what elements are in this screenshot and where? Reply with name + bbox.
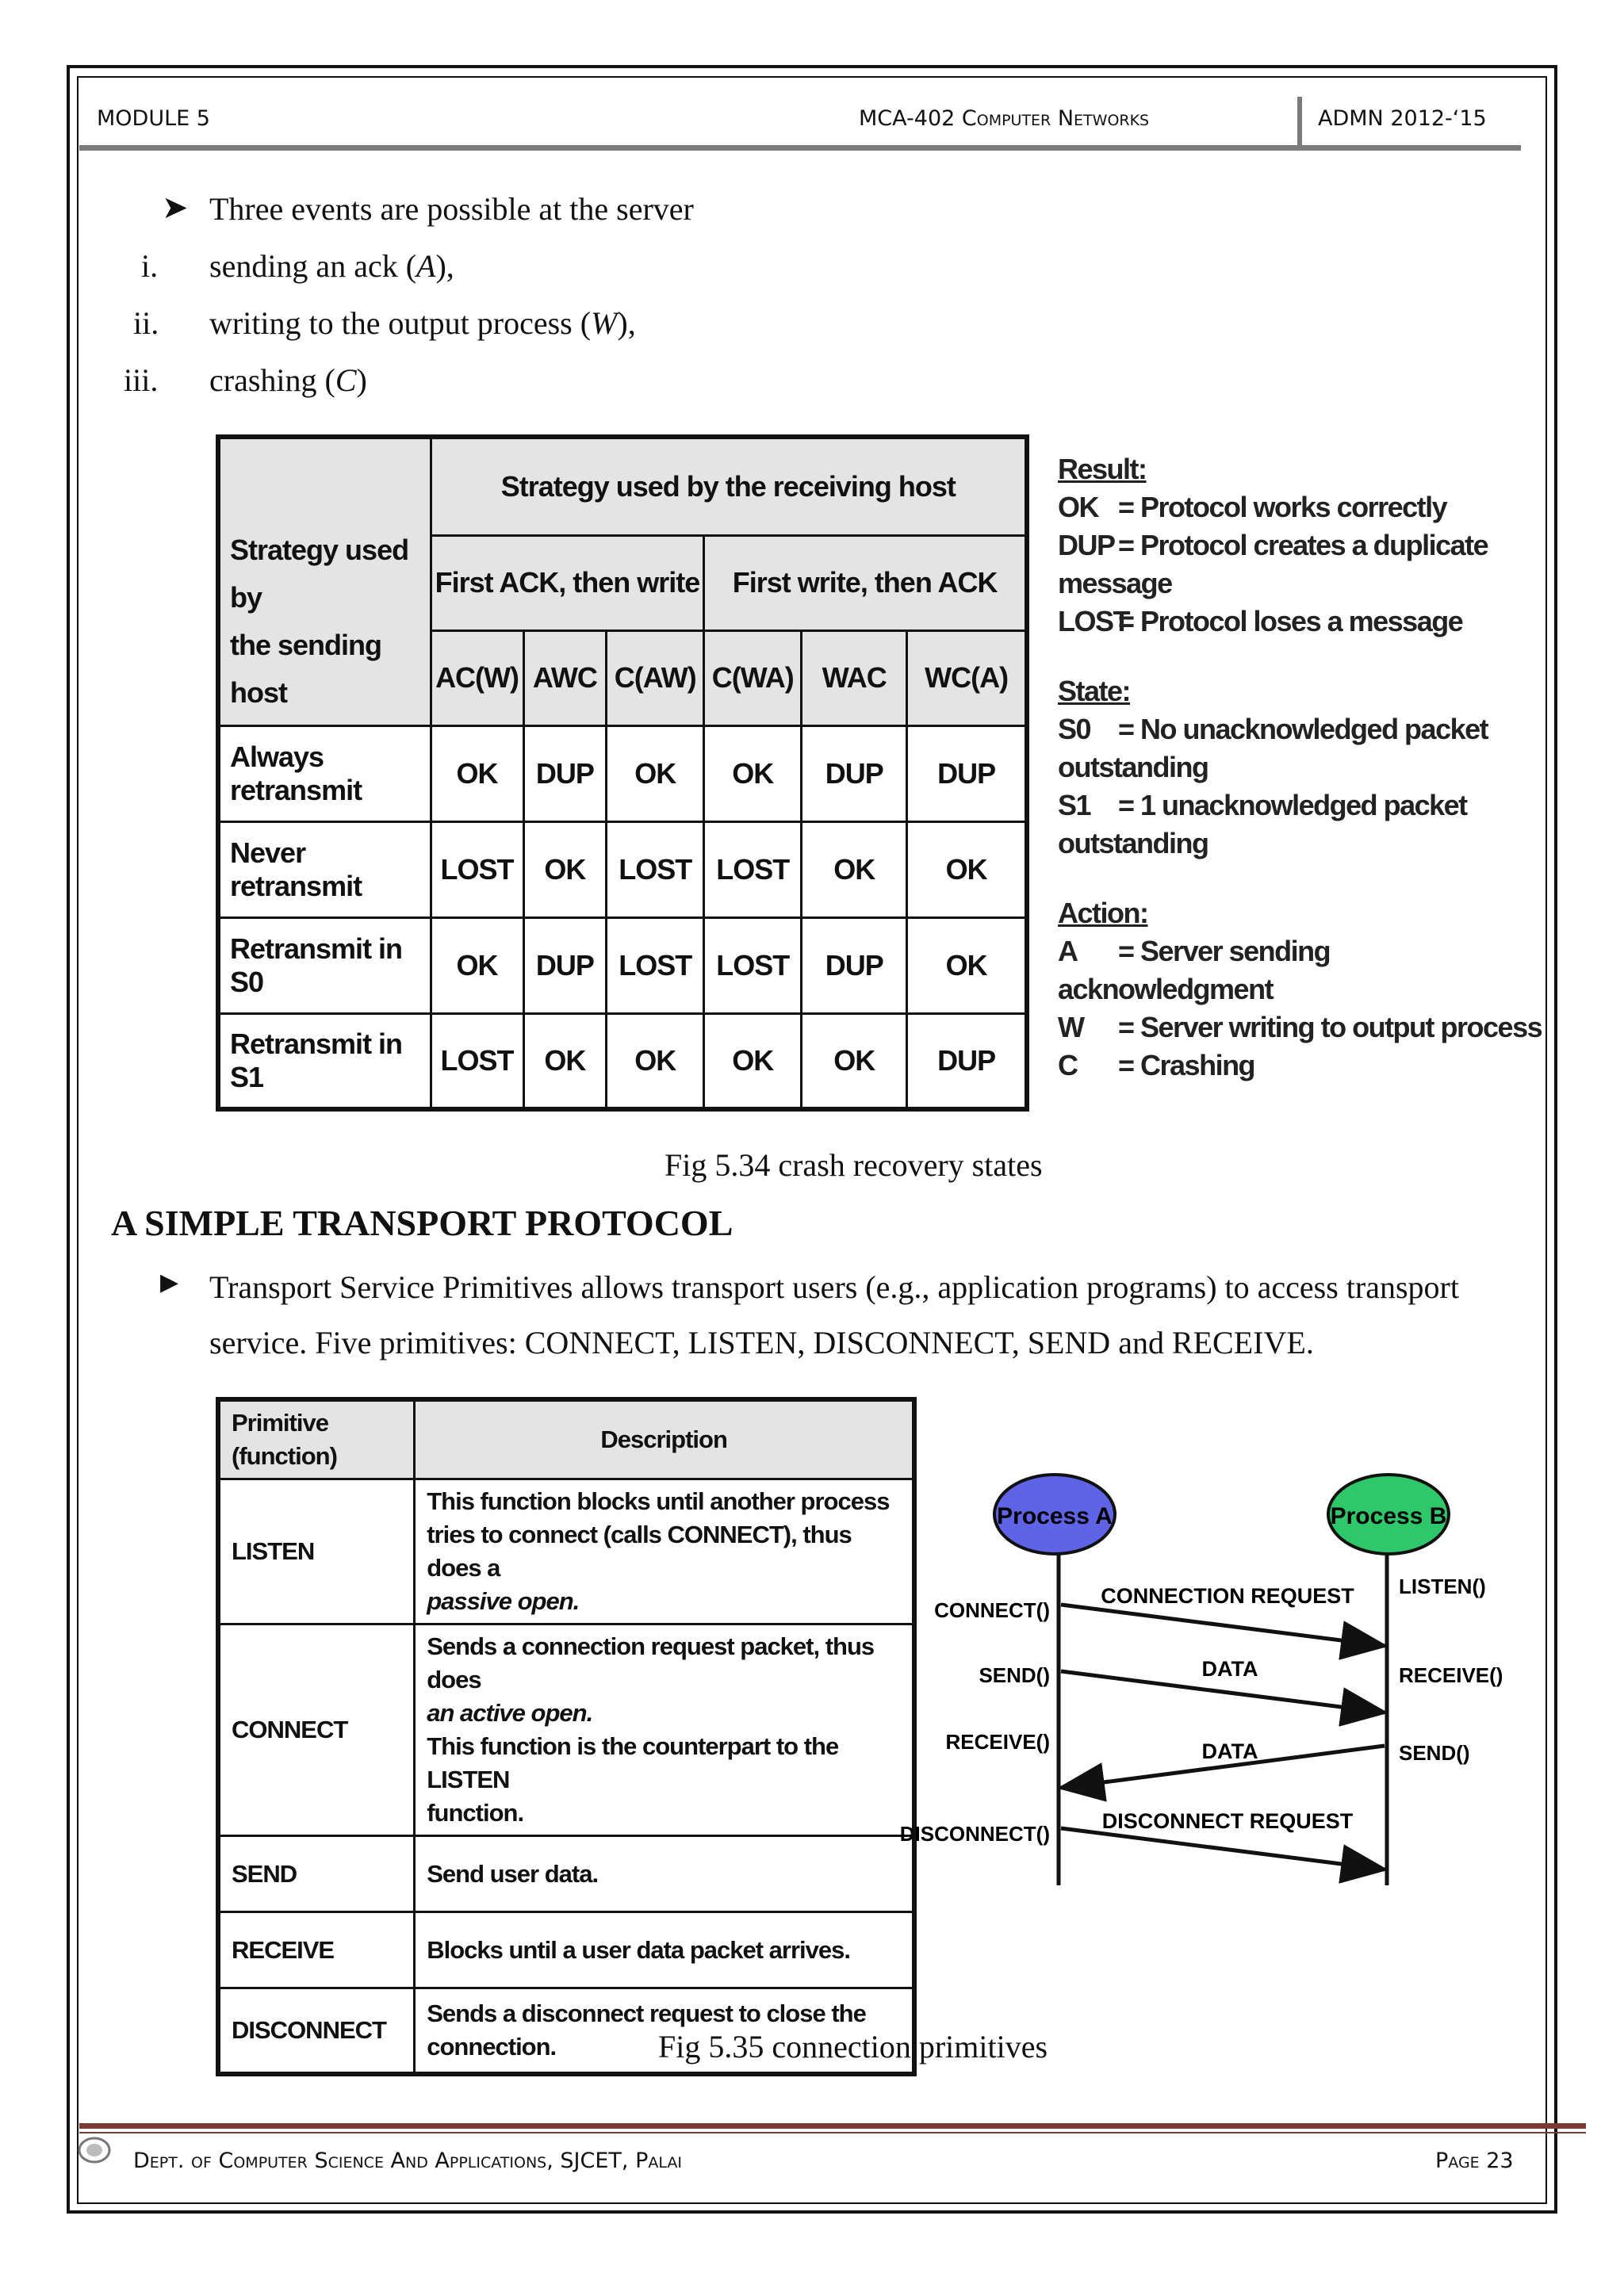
section-paragraph-line2: service. Five primitives: CONNECT, LISTEN, DISCONNECT, SEND and RECEIVE.	[209, 1325, 1314, 1360]
table-cell: OK	[704, 725, 802, 821]
table-cell: OK	[907, 917, 1027, 1013]
primitive-name: LISTEN	[218, 1479, 415, 1624]
table-row	[218, 1836, 914, 1912]
primitive-description: Sends a connection request packet, thus does an active open. This function is the counterpart to the LISTEN function.	[415, 1624, 914, 1836]
process-a-label: Process A	[997, 1503, 1113, 1529]
list-num: iii.	[124, 362, 159, 398]
table-row	[218, 1479, 914, 1624]
legend-entry: S0 = No unacknowledged packet outstanding	[1058, 713, 1488, 783]
primitives-table	[216, 1397, 917, 2076]
connection-sequence-diagram	[899, 1459, 1519, 1903]
header-rule	[79, 145, 1521, 151]
footer-page-number: Page 23	[1435, 2149, 1514, 2173]
disconnect-request-arrow	[1061, 1828, 1385, 1869]
crash-legend	[1058, 450, 1549, 1085]
message-label: DATA	[1201, 1739, 1258, 1763]
header-course: MCA-402 Computer Networks	[859, 106, 1150, 131]
table-row	[218, 1912, 914, 1988]
process-b-label: Process B	[1330, 1503, 1447, 1529]
section-title: A SIMPLE TRANSPORT PROTOCOL	[111, 1203, 733, 1243]
column-header: WC(A)	[907, 630, 1027, 725]
table-row	[218, 1013, 1027, 1109]
left-call-label: RECEIVE()	[945, 1730, 1050, 1754]
list-num: i.	[141, 248, 159, 284]
table-cell: DUP	[523, 917, 607, 1013]
description-column-header: Description	[415, 1399, 914, 1479]
legend-entry: S1 = 1 unacknowledged packet outstanding	[1058, 789, 1467, 859]
legend-entry: LOST= Protocol loses a message	[1058, 605, 1463, 637]
left-call-label: SEND()	[979, 1663, 1050, 1687]
table-row	[218, 1624, 914, 1836]
header-separator	[1297, 97, 1302, 149]
figure-caption: Fig 5.34 crash recovery states	[665, 1147, 1043, 1183]
left-call-label: DISCONNECT()	[899, 1822, 1050, 1846]
primitive-description: Blocks until a user data packet arrives.	[415, 1912, 914, 1988]
section-paragraph-line1: Transport Service Primitives allows transport users (e.g., application programs) to access transport	[209, 1269, 1459, 1305]
table-cell: OK	[431, 917, 523, 1013]
right-call-label: SEND()	[1399, 1741, 1470, 1765]
footer-rule	[79, 2123, 1586, 2129]
table-row	[218, 821, 1027, 917]
table-cell: LOST	[607, 821, 704, 917]
column-header: C(AW)	[607, 630, 704, 725]
left-call-label: CONNECT()	[934, 1598, 1050, 1622]
arrow-bullet-icon: ➤	[162, 189, 189, 225]
legend-result-title: Result:	[1058, 453, 1147, 485]
row-header-cell: Strategy used by the sending host	[218, 437, 431, 725]
row-label: Retransmit in S1	[218, 1013, 431, 1109]
legend-state-title: State:	[1058, 675, 1131, 707]
college-logo-icon	[76, 2136, 113, 2164]
table-cell: DUP	[802, 725, 907, 821]
message-label: DISCONNECT REQUEST	[1101, 1809, 1354, 1833]
connection-request-arrow	[1061, 1605, 1385, 1646]
legend-entry: DUP = Protocol creates a duplicate message	[1058, 529, 1488, 599]
row-label: Retransmit in S0	[218, 917, 431, 1013]
primitive-description: Sends a disconnect request to close the connection.	[415, 1988, 914, 2074]
legend-entry: A = Server sending acknowledgment	[1058, 935, 1331, 1005]
list-item: writing to the output process (W),	[209, 305, 636, 341]
table-cell: OK	[704, 1013, 802, 1109]
primitive-name: DISCONNECT	[218, 1988, 415, 2074]
triangle-bullet-icon: ▶	[160, 1269, 179, 1295]
primitive-name: CONNECT	[218, 1624, 415, 1836]
table-cell: LOST	[704, 917, 802, 1013]
table-cell: DUP	[523, 725, 607, 821]
legend-entry: W = Server writing to output process	[1058, 1011, 1542, 1043]
intro-bullet: Three events are possible at the server	[209, 191, 694, 227]
list-item: crashing (C)	[209, 362, 367, 398]
primitive-name: SEND	[218, 1836, 415, 1912]
group-header: First write, then ACK	[704, 535, 1027, 630]
table-cell: OK	[802, 821, 907, 917]
right-call-label: LISTEN()	[1399, 1575, 1486, 1598]
table-row	[218, 917, 1027, 1013]
legend-entry: OK = Protocol works correctly	[1058, 491, 1447, 523]
table-cell: OK	[607, 1013, 704, 1109]
table-cell: OK	[523, 1013, 607, 1109]
column-header: WAC	[802, 630, 907, 725]
message-label: DATA	[1201, 1657, 1258, 1681]
table-cell: OK	[802, 1013, 907, 1109]
header-admn: ADMN 2012-‘15	[1318, 106, 1487, 131]
column-header: AWC	[523, 630, 607, 725]
list-num: ii.	[133, 305, 159, 341]
right-call-label: RECEIVE()	[1399, 1663, 1503, 1687]
primitive-description: This function blocks until another process tries to connect (calls CONNECT), thus does a passive open.	[415, 1479, 914, 1624]
header-module: MODULE 5	[97, 106, 210, 131]
primitive-column-header: Primitive (function)	[218, 1399, 415, 1479]
table-cell: OK	[907, 821, 1027, 917]
table-cell: LOST	[431, 1013, 523, 1109]
table-cell: DUP	[907, 1013, 1027, 1109]
group-header: First ACK, then write	[431, 535, 704, 630]
primitive-description: Send user data.	[415, 1836, 914, 1912]
table-row	[218, 725, 1027, 821]
primitive-name: RECEIVE	[218, 1912, 415, 1988]
table-cell: OK	[431, 725, 523, 821]
table-cell: OK	[523, 821, 607, 917]
crash-recovery-table	[216, 434, 1029, 1112]
footer-department: Dept. of Computer Science And Applications, SJCET, Palai	[133, 2149, 682, 2173]
table-cell: LOST	[607, 917, 704, 1013]
table-cell: LOST	[431, 821, 523, 917]
column-header: AC(W)	[431, 630, 523, 725]
column-header: C(WA)	[704, 630, 802, 725]
row-label: Always retransmit	[218, 725, 431, 821]
list-item: sending an ack (A),	[209, 248, 454, 284]
table-cell: OK	[607, 725, 704, 821]
receiving-host-header: Strategy used by the receiving host	[431, 437, 1027, 535]
table-cell: LOST	[704, 821, 802, 917]
table-cell: DUP	[907, 725, 1027, 821]
figure-caption: Fig 5.35 connection primitives	[658, 2029, 1048, 2064]
footer-rule-thin	[79, 2132, 1586, 2133]
message-label: CONNECTION REQUEST	[1101, 1584, 1354, 1608]
legend-entry: C = Crashing	[1058, 1049, 1255, 1081]
row-label: Never retransmit	[218, 821, 431, 917]
table-cell: DUP	[802, 917, 907, 1013]
legend-action-title: Action:	[1058, 897, 1148, 929]
